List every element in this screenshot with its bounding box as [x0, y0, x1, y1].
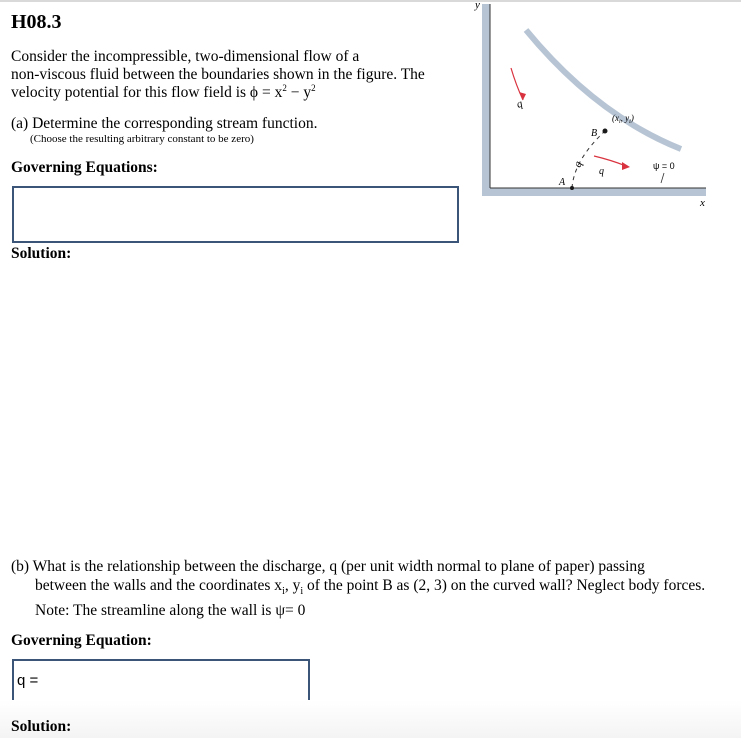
- part-b-line-2-start: between the walls and the coordinates x: [35, 577, 283, 594]
- part-b-question: [11, 557, 705, 620]
- point-coordinates-label: [612, 113, 634, 125]
- part-b-line-2-mid: , y: [284, 577, 301, 594]
- psi-pointer: [661, 173, 664, 183]
- x-axis-label: x: [700, 197, 705, 209]
- equation-y: − y: [286, 84, 312, 101]
- part-b-line-2: [11, 576, 705, 601]
- psi-zero-label: ψ = 0: [653, 161, 675, 171]
- horizontal-wall: [482, 188, 706, 196]
- outflow-arrow-head: [622, 162, 630, 170]
- psi-symbol: ψ: [275, 602, 286, 620]
- statement-line-1: Consider the incompressible, two-dimensional flow of a: [11, 48, 360, 65]
- y-axis-label: y: [475, 0, 480, 11]
- point-b-label: B: [591, 128, 598, 139]
- statement-line-3-text: velocity potential for this flow field is: [11, 84, 250, 101]
- point-coord-sub-y: i: [629, 119, 631, 125]
- point-coord-open: (x: [612, 113, 619, 123]
- part-a-note: (Choose the resulting arbitrary constant to be zero): [30, 133, 254, 145]
- point-coord-sub-x: i: [619, 119, 621, 125]
- part-b-governing-label: Governing Equation:: [11, 632, 152, 649]
- part-b-line-3-start: Note: The streamline along the wall is: [35, 602, 276, 620]
- outflow-arrow: [594, 156, 626, 166]
- part-a-governing-input[interactable]: [12, 186, 459, 243]
- q-label-outflow: q: [599, 166, 604, 177]
- point-b-marker: [603, 129, 608, 134]
- point-coord-close: ): [630, 113, 634, 123]
- subscript-i-y: i: [300, 586, 304, 598]
- part-a-question: (a) Determine the corresponding stream function.: [11, 115, 318, 132]
- part-b-line-2-end: of the point B as (2, 3) on the curved wall? Neglect body forces.: [303, 577, 706, 594]
- point-a-marker: [570, 186, 574, 190]
- statement-line-2: non-viscous fluid between the boundaries shown in the figure. The: [11, 66, 425, 83]
- flow-figure: [476, 0, 741, 215]
- phi-symbol: ϕ: [249, 84, 259, 101]
- subscript-i-x: i: [282, 586, 285, 598]
- streamline-ab: [572, 131, 605, 188]
- part-b-line-1: (b) What is the relationship between the discharge, q (per unit width normal to plane of paper) passing: [11, 558, 645, 575]
- exponent-y: 2: [311, 83, 316, 93]
- vertical-wall: [482, 4, 490, 196]
- bottom-fade: [0, 700, 741, 738]
- part-a-solution-label: Solution:: [11, 245, 72, 262]
- q-equals-label: q =: [17, 672, 39, 689]
- part-b-line-3-end: = 0: [285, 602, 306, 620]
- part-a-governing-label: Governing Equations:: [11, 159, 158, 176]
- equation-x: = x: [258, 84, 283, 101]
- exponent-x: 2: [282, 83, 287, 93]
- q-label-inflow: q: [514, 97, 525, 111]
- point-a-label: A: [559, 177, 566, 188]
- statement-line-3: [11, 84, 425, 102]
- part-b-line-3: [11, 601, 705, 620]
- problem-statement: [11, 48, 425, 102]
- part-b-solution-label: Solution:: [11, 718, 72, 735]
- problem-title: H08.3: [11, 11, 62, 33]
- q-label-streamline: q: [571, 159, 585, 170]
- point-coord-mid: , y: [620, 113, 630, 123]
